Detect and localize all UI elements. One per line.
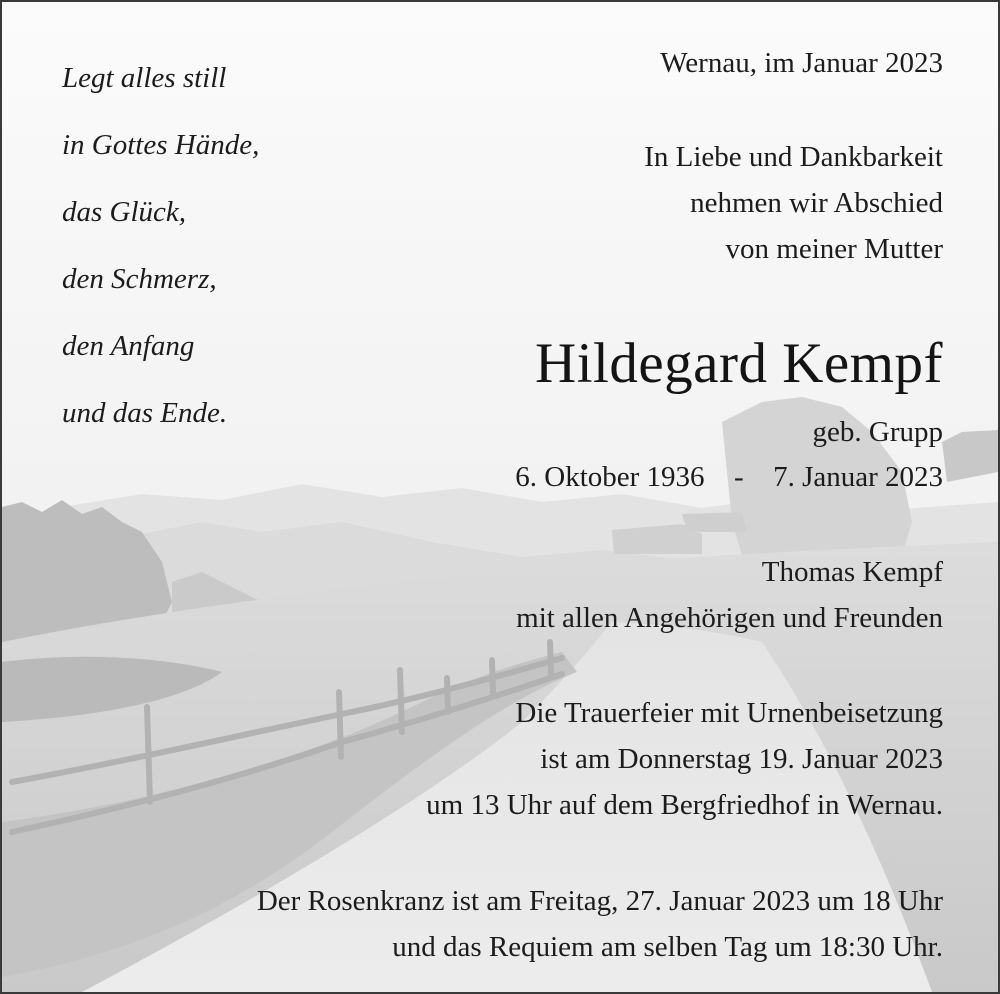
life-dates [515,454,943,500]
mourner-line: Thomas Kempf [761,556,943,588]
funeral-info [426,690,943,828]
poem [62,56,259,458]
intro-line: In Liebe und Dankbarkeit [644,141,943,173]
rosary-line: Der Rosenkranz ist am Freitag, 27. Januar 2023 um 18 Uhr [256,885,943,917]
intro-line: nehmen wir Abschied [690,187,943,219]
intro-text [644,134,943,272]
mourners [516,549,943,641]
place-date: Wernau, im Januar 2023 [660,47,943,79]
date-separator: - [733,461,744,493]
deceased-name: Hildegard Kempf [535,332,943,395]
poem-line: das Glück, [62,196,187,228]
funeral-line: Die Trauerfeier mit Urnenbeisetzung [515,697,943,729]
birth-date: 6. Oktober 1936 [515,461,705,493]
rosary-info [257,878,943,970]
death-date: 7. Januar 2023 [773,461,943,493]
birth-name: geb. Grupp [812,416,943,448]
intro-line: von meiner Mutter [725,233,943,265]
poem-line: und das Ende. [62,397,228,429]
rosary-line: und das Requiem am selben Tag um 18:30 Uhr. [392,931,943,963]
funeral-line: ist am Donnerstag 19. Januar 2023 [540,743,943,775]
poem-line: den Anfang [62,330,195,362]
poem-line: in Gottes Hände, [62,129,260,161]
poem-line: Legt alles still [62,62,227,94]
funeral-line: um 13 Uhr auf dem Bergfriedhof in Wernau. [426,789,943,821]
mourner-line: mit allen Angehörigen und Freunden [516,602,943,634]
poem-line: den Schmerz, [62,263,217,295]
